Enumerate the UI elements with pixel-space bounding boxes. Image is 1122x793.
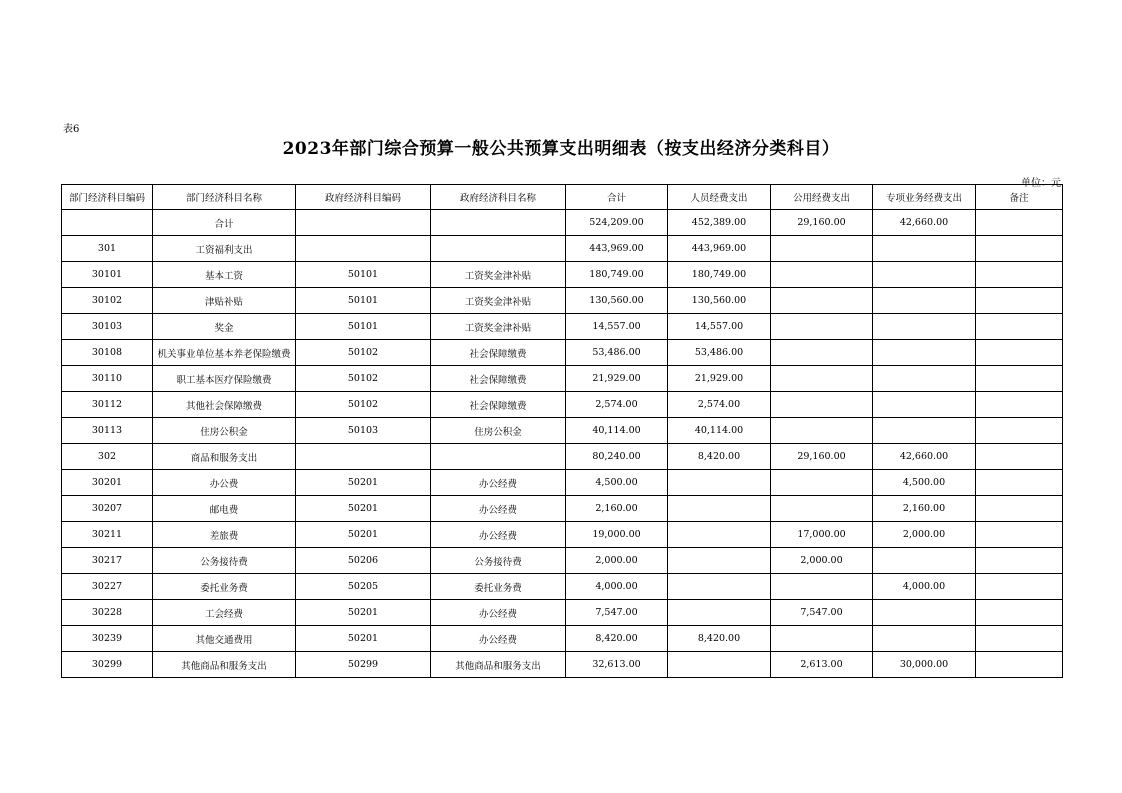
- unit-label: 单位：元: [1021, 178, 1061, 189]
- total-cell: 21,929.00: [566, 366, 668, 392]
- dept-code-cell: 30101: [62, 262, 153, 288]
- dept-name-cell: 工资福利支出: [153, 236, 296, 262]
- personnel-cell: 8,420.00: [668, 444, 771, 470]
- personnel-cell: [668, 470, 771, 496]
- note-cell: [976, 626, 1063, 652]
- note-cell: [976, 652, 1063, 678]
- personnel-cell: 452,389.00: [668, 210, 771, 236]
- note-cell: [976, 210, 1063, 236]
- table-row: [62, 392, 1063, 418]
- dept-name-cell: 职工基本医疗保险缴费: [153, 366, 296, 392]
- special-cell: 4,500.00: [873, 470, 976, 496]
- dept-code-cell: 30299: [62, 652, 153, 678]
- gov-code-cell: [296, 210, 431, 236]
- total-cell: 180,749.00: [566, 262, 668, 288]
- column-header: 部门经济科目名称: [153, 185, 296, 210]
- total-cell: 80,240.00: [566, 444, 668, 470]
- personnel-cell: 443,969.00: [668, 236, 771, 262]
- gov-code-cell: 50201: [296, 626, 431, 652]
- column-header: 政府经济科目名称: [431, 185, 566, 210]
- table-row: [62, 418, 1063, 444]
- personnel-cell: 180,749.00: [668, 262, 771, 288]
- gov-name-cell: 办公经费: [431, 470, 566, 496]
- dept-code-cell: 30217: [62, 548, 153, 574]
- dept-name-cell: 委托业务费: [153, 574, 296, 600]
- special-cell: [873, 626, 976, 652]
- note-cell: [976, 392, 1063, 418]
- special-cell: [873, 600, 976, 626]
- public-cell: [771, 392, 873, 418]
- special-cell: [873, 418, 976, 444]
- gov-code-cell: 50201: [296, 600, 431, 626]
- note-cell: [976, 548, 1063, 574]
- note-cell: [976, 418, 1063, 444]
- dept-code-cell: 30201: [62, 470, 153, 496]
- total-cell: 4,500.00: [566, 470, 668, 496]
- note-cell: [976, 470, 1063, 496]
- personnel-cell: 40,114.00: [668, 418, 771, 444]
- gov-name-cell: 住房公积金: [431, 418, 566, 444]
- dept-code-cell: 30110: [62, 366, 153, 392]
- special-cell: [873, 548, 976, 574]
- table-row: [62, 288, 1063, 314]
- gov-code-cell: 50103: [296, 418, 431, 444]
- table-number-label: 表6: [63, 124, 80, 135]
- gov-code-cell: 50102: [296, 340, 431, 366]
- gov-name-cell: 办公经费: [431, 496, 566, 522]
- special-cell: [873, 366, 976, 392]
- header-row: [62, 185, 1063, 210]
- public-cell: 29,160.00: [771, 444, 873, 470]
- dept-name-cell: 津贴补贴: [153, 288, 296, 314]
- table-row: [62, 626, 1063, 652]
- gov-name-cell: 社会保障缴费: [431, 392, 566, 418]
- personnel-cell: [668, 522, 771, 548]
- gov-code-cell: 50201: [296, 496, 431, 522]
- table-row: [62, 444, 1063, 470]
- gov-name-cell: [431, 236, 566, 262]
- gov-name-cell: 社会保障缴费: [431, 366, 566, 392]
- public-cell: 17,000.00: [771, 522, 873, 548]
- dept-code-cell: 30239: [62, 626, 153, 652]
- personnel-cell: [668, 652, 771, 678]
- personnel-cell: 21,929.00: [668, 366, 771, 392]
- table-body: [62, 210, 1063, 678]
- personnel-cell: 53,486.00: [668, 340, 771, 366]
- personnel-cell: [668, 600, 771, 626]
- dept-code-cell: 301: [62, 236, 153, 262]
- special-cell: 2,000.00: [873, 522, 976, 548]
- gov-code-cell: 50206: [296, 548, 431, 574]
- personnel-cell: 8,420.00: [668, 626, 771, 652]
- gov-code-cell: 50101: [296, 262, 431, 288]
- special-cell: [873, 392, 976, 418]
- dept-code-cell: 30113: [62, 418, 153, 444]
- gov-code-cell: 50299: [296, 652, 431, 678]
- special-cell: 2,160.00: [873, 496, 976, 522]
- gov-name-cell: [431, 444, 566, 470]
- total-cell: 53,486.00: [566, 340, 668, 366]
- note-cell: [976, 496, 1063, 522]
- table-row: [62, 340, 1063, 366]
- special-cell: 30,000.00: [873, 652, 976, 678]
- dept-code-cell: 30112: [62, 392, 153, 418]
- table-row: [62, 574, 1063, 600]
- dept-code-cell: [62, 210, 153, 236]
- personnel-cell: [668, 548, 771, 574]
- special-cell: 42,660.00: [873, 210, 976, 236]
- total-cell: 7,547.00: [566, 600, 668, 626]
- dept-name-cell: 机关事业单位基本养老保险缴费: [153, 340, 296, 366]
- note-cell: [976, 236, 1063, 262]
- personnel-cell: 2,574.00: [668, 392, 771, 418]
- dept-code-cell: 30108: [62, 340, 153, 366]
- gov-name-cell: 其他商品和服务支出: [431, 652, 566, 678]
- dept-name-cell: 其他社会保障缴费: [153, 392, 296, 418]
- public-cell: [771, 418, 873, 444]
- dept-code-cell: 30228: [62, 600, 153, 626]
- total-cell: 130,560.00: [566, 288, 668, 314]
- dept-name-cell: 工会经费: [153, 600, 296, 626]
- dept-code-cell: 30207: [62, 496, 153, 522]
- gov-name-cell: [431, 210, 566, 236]
- public-cell: [771, 288, 873, 314]
- gov-code-cell: 50101: [296, 314, 431, 340]
- dept-name-cell: 其他交通费用: [153, 626, 296, 652]
- table-row: [62, 600, 1063, 626]
- table-row: [62, 548, 1063, 574]
- budget-table: [61, 184, 1063, 678]
- public-cell: 7,547.00: [771, 600, 873, 626]
- table-row: [62, 366, 1063, 392]
- total-cell: 14,557.00: [566, 314, 668, 340]
- table-row: [62, 262, 1063, 288]
- gov-code-cell: 50101: [296, 288, 431, 314]
- table-row: [62, 470, 1063, 496]
- public-cell: [771, 314, 873, 340]
- column-header: 合计: [566, 185, 668, 210]
- total-cell: 40,114.00: [566, 418, 668, 444]
- public-cell: [771, 262, 873, 288]
- special-cell: [873, 340, 976, 366]
- special-cell: [873, 236, 976, 262]
- total-cell: 524,209.00: [566, 210, 668, 236]
- dept-code-cell: 30103: [62, 314, 153, 340]
- total-cell: 19,000.00: [566, 522, 668, 548]
- note-cell: [976, 340, 1063, 366]
- public-cell: [771, 626, 873, 652]
- personnel-cell: [668, 574, 771, 600]
- note-cell: [976, 522, 1063, 548]
- gov-name-cell: 办公经费: [431, 626, 566, 652]
- public-cell: [771, 574, 873, 600]
- special-cell: [873, 262, 976, 288]
- table-row: [62, 652, 1063, 678]
- dept-name-cell: 奖金: [153, 314, 296, 340]
- gov-name-cell: 委托业务费: [431, 574, 566, 600]
- page-title: 2023年部门综合预算一般公共预算支出明细表（按支出经济分类科目）: [282, 139, 840, 159]
- note-cell: [976, 600, 1063, 626]
- gov-name-cell: 办公经费: [431, 522, 566, 548]
- gov-name-cell: 社会保障缴费: [431, 340, 566, 366]
- special-cell: 42,660.00: [873, 444, 976, 470]
- dept-name-cell: 公务接待费: [153, 548, 296, 574]
- gov-name-cell: 工资奖金津补贴: [431, 314, 566, 340]
- public-cell: [771, 470, 873, 496]
- dept-name-cell: 合计: [153, 210, 296, 236]
- column-header: 人员经费支出: [668, 185, 771, 210]
- dept-name-cell: 商品和服务支出: [153, 444, 296, 470]
- dept-code-cell: 30102: [62, 288, 153, 314]
- dept-name-cell: 差旅费: [153, 522, 296, 548]
- public-cell: 29,160.00: [771, 210, 873, 236]
- column-header: 备注: [976, 185, 1063, 210]
- total-cell: 2,000.00: [566, 548, 668, 574]
- personnel-cell: [668, 496, 771, 522]
- special-cell: 4,000.00: [873, 574, 976, 600]
- total-cell: 32,613.00: [566, 652, 668, 678]
- table-row: [62, 210, 1063, 236]
- table-row: [62, 314, 1063, 340]
- gov-name-cell: 工资奖金津补贴: [431, 288, 566, 314]
- public-cell: 2,613.00: [771, 652, 873, 678]
- note-cell: [976, 574, 1063, 600]
- total-cell: 2,574.00: [566, 392, 668, 418]
- special-cell: [873, 288, 976, 314]
- public-cell: [771, 366, 873, 392]
- note-cell: [976, 366, 1063, 392]
- dept-code-cell: 302: [62, 444, 153, 470]
- column-header: 专项业务经费支出: [873, 185, 976, 210]
- dept-name-cell: 办公费: [153, 470, 296, 496]
- table-row: [62, 496, 1063, 522]
- special-cell: [873, 314, 976, 340]
- total-cell: 2,160.00: [566, 496, 668, 522]
- dept-name-cell: 邮电费: [153, 496, 296, 522]
- note-cell: [976, 262, 1063, 288]
- public-cell: [771, 496, 873, 522]
- dept-name-cell: 其他商品和服务支出: [153, 652, 296, 678]
- column-header: 公用经费支出: [771, 185, 873, 210]
- table-row: [62, 236, 1063, 262]
- note-cell: [976, 288, 1063, 314]
- note-cell: [976, 444, 1063, 470]
- dept-name-cell: 住房公积金: [153, 418, 296, 444]
- gov-code-cell: 50201: [296, 470, 431, 496]
- personnel-cell: 130,560.00: [668, 288, 771, 314]
- gov-name-cell: 公务接待费: [431, 548, 566, 574]
- public-cell: 2,000.00: [771, 548, 873, 574]
- total-cell: 4,000.00: [566, 574, 668, 600]
- dept-code-cell: 30227: [62, 574, 153, 600]
- personnel-cell: 14,557.00: [668, 314, 771, 340]
- gov-name-cell: 工资奖金津补贴: [431, 262, 566, 288]
- total-cell: 8,420.00: [566, 626, 668, 652]
- dept-name-cell: 基本工资: [153, 262, 296, 288]
- column-header: 部门经济科目编码: [62, 185, 153, 210]
- gov-code-cell: 50201: [296, 522, 431, 548]
- gov-code-cell: 50102: [296, 392, 431, 418]
- public-cell: [771, 340, 873, 366]
- dept-code-cell: 30211: [62, 522, 153, 548]
- total-cell: 443,969.00: [566, 236, 668, 262]
- gov-code-cell: [296, 444, 431, 470]
- gov-code-cell: [296, 236, 431, 262]
- gov-name-cell: 办公经费: [431, 600, 566, 626]
- gov-code-cell: 50102: [296, 366, 431, 392]
- table-row: [62, 522, 1063, 548]
- column-header: 政府经济科目编码: [296, 185, 431, 210]
- gov-code-cell: 50205: [296, 574, 431, 600]
- public-cell: [771, 236, 873, 262]
- note-cell: [976, 314, 1063, 340]
